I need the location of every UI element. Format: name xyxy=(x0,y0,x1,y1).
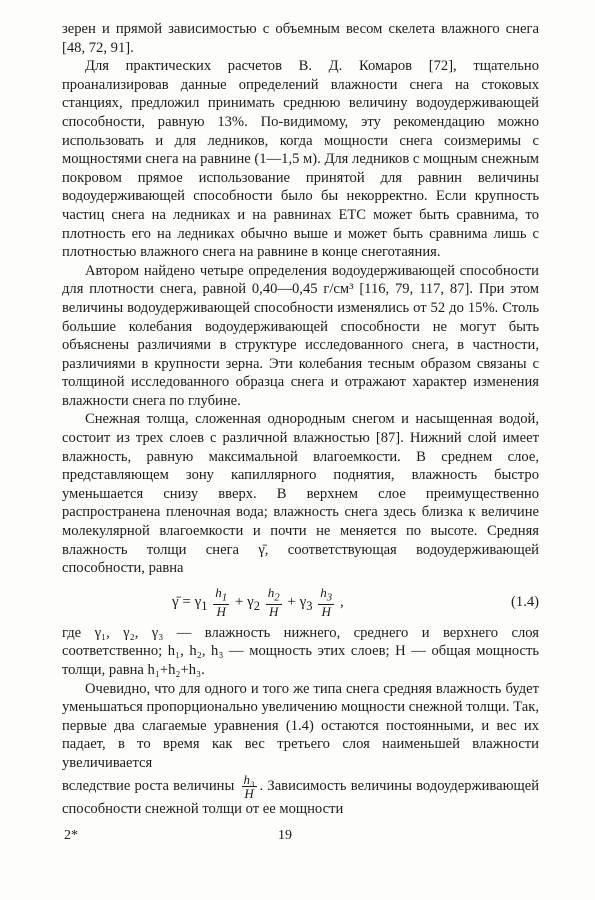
equation-lhs: γ̄ = γ xyxy=(172,594,202,611)
paragraph-author-findings: Автором найдено четыре определения водоудерживающей способности для плотности снега, равной 0,40—0,45 г/см³ [116, 79, 117, 87]. При этом величины водоудерживающей способности изменялись от 52 до 15%. Столь большие колебания водоудерживающей способности не могут быть объяснены различиями в структуре исследованного снега, в частности, различиями в крупности зерна. Эти колебания тесным образом связаны с толщиной исследованного образца снега и отражают характер изменения влажности снега по глубине. xyxy=(62,262,539,409)
last-line-before: вследствие роста величины xyxy=(62,777,235,794)
inline-frac-num: h₃ xyxy=(243,771,255,787)
equation-expression xyxy=(172,586,344,620)
fraction-h2-num: h xyxy=(267,584,275,600)
paragraph-komarov: Для практических расчетов В. Д. Комаров [72], тщательно проанализировав данные определений влажности снега на стоковых станциях, предложил принимать среднюю величину водоудерживающей способности, равную 13%. По-видимому, эту рекомендацию можно использовать и для ледников, когда мощности снега соизмеримы с мощностями снега на равнине (1—1,5 м). Для ледников с мощным снежным покровом прямое использование принятой для равнин величины водоудерживающей способности было бы некорректно. Если крупность частиц снега на ледниках и на равнинах ЕТС может быть сравнима, то плотность его на ледниках обычно выше и может быть сравнима лишь с плотностью влажного снега на равнине в конце снеготаяния. xyxy=(62,58,539,261)
equation-sub-1: 1 xyxy=(201,599,208,614)
equation-plus-1: + xyxy=(234,594,244,611)
paragraph-obviously: Очевидно, что для одного и того же типа снега средняя влажность будет уменьшаться пропорционально увеличению мощности снежной толщи. Так, первые два слагаемые уравнения (1.4) остаются постоянными, и вес их падает, в то время как вес третьего слоя наименьшей влажности увеличивается xyxy=(62,680,539,771)
paragraph-continuation: зерен и прямой зависимостью с объемным весом скелета влажного снега [48, 72, 91]. xyxy=(62,21,539,56)
fraction-h3-den: H xyxy=(321,604,331,620)
equation-number: (1.4) xyxy=(511,593,539,610)
printer-signature: 2* xyxy=(64,828,78,843)
paragraph-where: где γ₁, γ₂, γ₃ — влажность нижнего, среднего и верхнего слоя соответственно; h₁, h₂, h₃ — мощность этих слоев; H — общая мощность толщи, равна h₁+h₂+h₃. xyxy=(62,624,539,678)
fraction-h1-den: H xyxy=(216,604,226,620)
fraction-h1-sub: 1 xyxy=(221,591,228,604)
fraction-h2-den: H xyxy=(269,604,279,620)
fraction-h2-sub: 2 xyxy=(274,591,280,604)
page-footer xyxy=(62,828,539,848)
equation-comma: , xyxy=(339,594,344,611)
fraction-h1-num: h xyxy=(215,584,222,600)
equation-1-4 xyxy=(62,580,539,620)
fraction-h3-num: h xyxy=(320,584,327,600)
equation-sub-2: 2 xyxy=(253,599,260,614)
fraction-h1-over-H xyxy=(213,586,229,620)
inline-frac-den: H xyxy=(244,785,254,801)
equation-gamma-3: γ xyxy=(299,594,307,611)
equation-sub-3: 3 xyxy=(306,599,313,614)
fraction-h2-over-H xyxy=(266,586,282,620)
last-line-after: . Зависимость величины водоудерживающей способности снежной толщи от ее мощности xyxy=(62,777,540,817)
paragraph-last-line xyxy=(62,773,539,819)
paragraph-snow-layers: Снежная толща, сложенная однородным снегом и насыщенная водой, состоит из трех слоев с различной влажностью [87]. Нижний слой имеет влажность, равную максимальной влагоемкости. В среднем слое, представляющем зону капиллярного поднятия, влажность быстро уменьшается снизу вверх. В верхнем слое преимущественно распространена пленочная вода; влажность снега здесь близка к величине молекулярной влагоемкости и почти не меняется по высоте. Средняя влажность толщи снега γ̄, соответствующая водоудерживающей способности, равна xyxy=(62,411,539,577)
equation-plus-2: + xyxy=(287,594,296,611)
fraction-h3-over-H xyxy=(318,586,334,620)
fraction-h3-over-H-inline xyxy=(242,773,257,800)
fraction-h3-sub: 3 xyxy=(326,591,333,604)
body-text xyxy=(62,20,539,818)
equation-gamma-2: γ xyxy=(247,594,254,611)
page-number: 19 xyxy=(278,828,292,843)
